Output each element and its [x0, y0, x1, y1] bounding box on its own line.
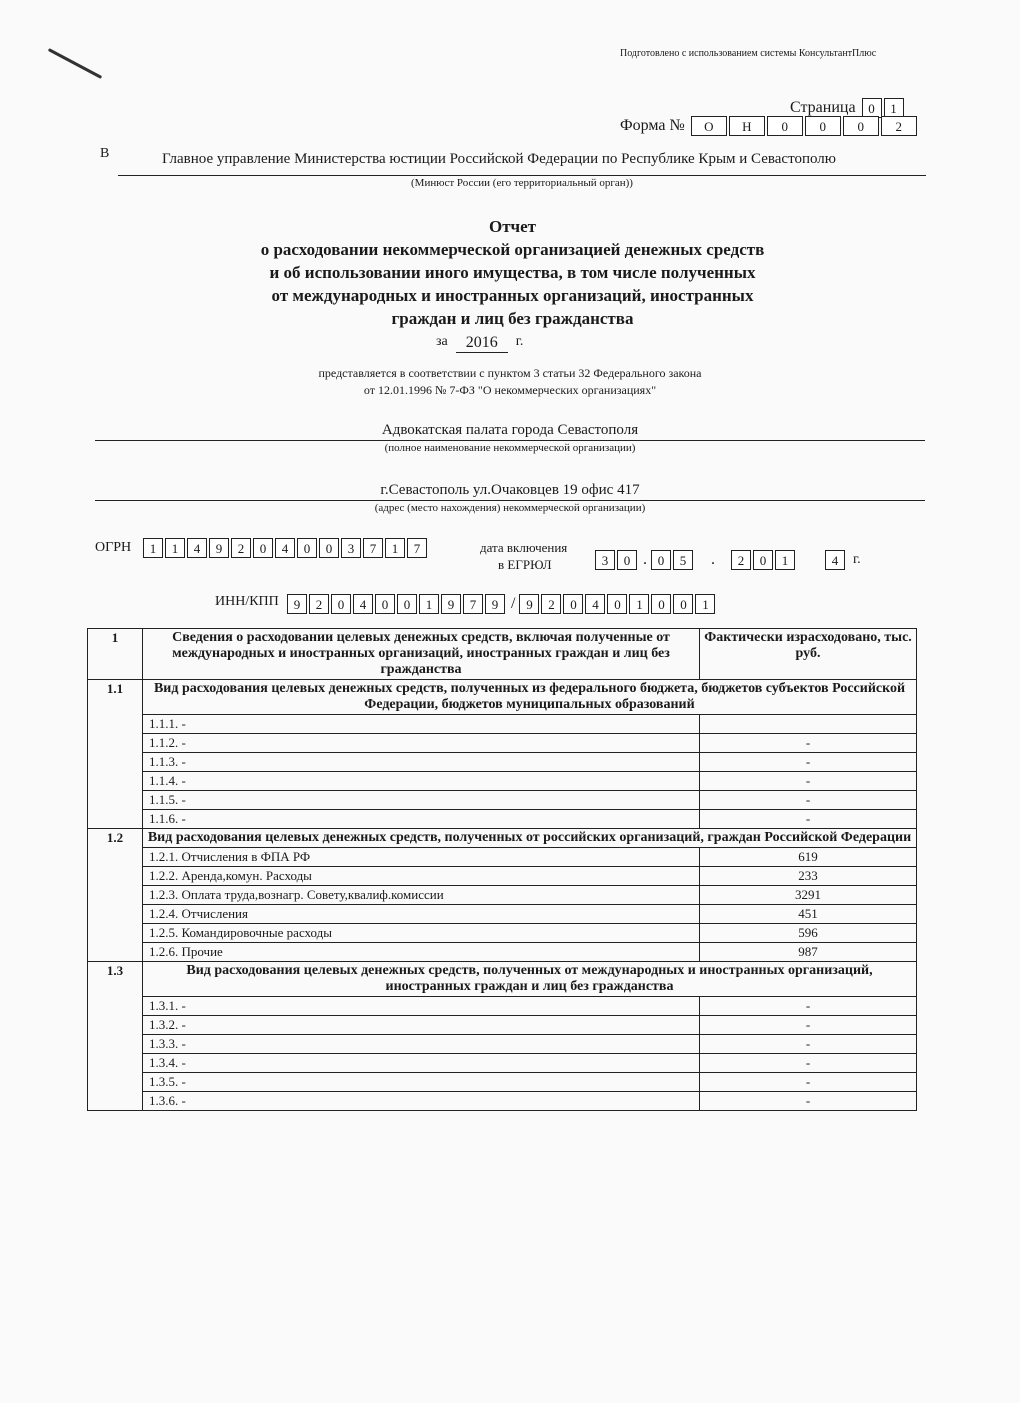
- row-description: 1.3.1. -: [143, 997, 700, 1016]
- section-row: [88, 680, 917, 715]
- date-label-2: в ЕГРЮЛ: [498, 557, 552, 572]
- inn-cell-3: 0: [331, 594, 351, 614]
- org-name: Адвокатская палата города Севастополя: [381, 422, 639, 438]
- basis-line-2: от 12.01.1996 № 7-ФЗ "О некоммерческих организациях": [363, 383, 657, 397]
- year-value: 2016: [456, 334, 508, 353]
- year-suffix: г.: [515, 334, 524, 349]
- form-cell-4: 0: [805, 116, 841, 136]
- row-value: [700, 715, 917, 734]
- row-description: 1.2.5. Командировочные расходы: [143, 924, 700, 943]
- addressee-caption: (Минюст России (его территориальный орган)): [411, 177, 633, 189]
- egrul-date: [595, 550, 861, 570]
- page-cell-2: 1: [884, 98, 904, 118]
- row-description: 1.3.4. -: [143, 1054, 700, 1073]
- table-row: [88, 715, 917, 734]
- kpp-cell-1: 9: [519, 594, 539, 614]
- title-line-4: от международных и иностранных организаций, иностранных: [271, 286, 754, 305]
- month-cells: [651, 550, 695, 570]
- row-value: 596: [700, 924, 917, 943]
- inn-cell-9: 7: [463, 594, 483, 614]
- section-title: Вид расходования целевых денежных средств, полученных из федерального бюджета, бюджетов субъектов Российской Федерации, бюджетов муниципальных образований: [143, 680, 917, 715]
- row-description: 1.3.3. -: [143, 1035, 700, 1054]
- ogrn-cell-1: 1: [143, 538, 163, 558]
- table-row: [88, 924, 917, 943]
- inn-cell-6: 0: [397, 594, 417, 614]
- report-year: [436, 334, 523, 353]
- kpp-cell-8: 0: [673, 594, 693, 614]
- row-value: 987: [700, 943, 917, 962]
- date-dot-2: .: [711, 551, 715, 568]
- table-row: [88, 772, 917, 791]
- table-row: [88, 1054, 917, 1073]
- section-title: Вид расходования целевых денежных средств, полученных от российских организаций, граждан Российской Федерации: [143, 829, 917, 848]
- title-line-1: Отчет: [488, 217, 537, 236]
- row-value: 233: [700, 867, 917, 886]
- ogrn-cell-13: 7: [407, 538, 427, 558]
- section-num: 1.2: [88, 829, 143, 962]
- year-prefix: за: [436, 334, 448, 349]
- inn-cell-5: 0: [375, 594, 395, 614]
- header-description: Сведения о расходовании целевых денежных средств, включая полученные от международных и иностранных организаций, иностранных граждан и лиц без гражданства: [143, 629, 700, 680]
- page-label: Страница: [790, 99, 856, 116]
- form-cells: [691, 116, 919, 136]
- row-value: -: [700, 1035, 917, 1054]
- row-description: 1.1.3. -: [143, 753, 700, 772]
- table-row: [88, 1092, 917, 1111]
- ogrn-cell-5: 2: [231, 538, 251, 558]
- inn-cells: [287, 594, 507, 614]
- table-header-row: [88, 629, 917, 680]
- date-dot-1: .: [643, 551, 647, 568]
- org-address: г.Севастополь ул.Очаковцев 19 офис 417: [380, 482, 640, 498]
- inn-cell-8: 9: [441, 594, 461, 614]
- table-row: [88, 886, 917, 905]
- kpp-cell-6: 1: [629, 594, 649, 614]
- table-row: [88, 943, 917, 962]
- section-title: Вид расходования целевых денежных средств, полученных от международных и иностранных организаций, иностранных граждан и лиц без гражданства: [143, 962, 917, 997]
- year-cells-a-3: 1: [775, 550, 795, 570]
- form-cell-3: 0: [767, 116, 803, 136]
- ogrn-cells: [143, 538, 429, 558]
- form-label: Форма №: [620, 117, 685, 134]
- row-value: -: [700, 1092, 917, 1111]
- section-num: 1.3: [88, 962, 143, 1111]
- row-description: 1.3.2. -: [143, 1016, 700, 1035]
- year-cells-a-1: 2: [731, 550, 751, 570]
- inn-kpp: [287, 594, 717, 614]
- kpp-cell-2: 2: [541, 594, 561, 614]
- date-label-1: дата включения: [480, 540, 568, 555]
- section-row: [88, 962, 917, 997]
- year-cells-a-2: 0: [753, 550, 773, 570]
- addressee-prefix: В: [100, 146, 110, 161]
- table-row: [88, 734, 917, 753]
- ogrn-label: ОГРН: [95, 540, 132, 555]
- page-number-row: [790, 98, 906, 118]
- year-cells-a: [731, 550, 797, 570]
- date-suffix: г.: [853, 552, 861, 567]
- year-cells-b: [825, 550, 847, 570]
- day-cell-2: 0: [617, 550, 637, 570]
- row-description: 1.2.3. Оплата труда,вознагр. Совету,квалиф.комиссии: [143, 886, 700, 905]
- kpp-cell-4: 4: [585, 594, 605, 614]
- ogrn-cell-12: 1: [385, 538, 405, 558]
- row-description: 1.1.4. -: [143, 772, 700, 791]
- page-cell-1: 0: [862, 98, 882, 118]
- row-description: 1.3.6. -: [143, 1092, 700, 1111]
- row-value: 3291: [700, 886, 917, 905]
- day-cells: [595, 550, 639, 570]
- kpp-cells: [519, 594, 717, 614]
- kpp-cell-3: 0: [563, 594, 583, 614]
- addressee-underline: [118, 175, 926, 176]
- inn-cell-1: 9: [287, 594, 307, 614]
- form-cell-5: 0: [843, 116, 879, 136]
- title-line-2: о расходовании некоммерческой организацией денежных средств: [260, 240, 765, 259]
- header-value: Фактически израсходовано, тыс. руб.: [700, 629, 917, 680]
- kpp-cell-9: 1: [695, 594, 715, 614]
- row-value: -: [700, 810, 917, 829]
- table-row: [88, 997, 917, 1016]
- title-line-5: граждан и лиц без гражданства: [391, 309, 634, 328]
- table-row: [88, 791, 917, 810]
- table-row: [88, 848, 917, 867]
- header-num: 1: [88, 629, 143, 680]
- month-cell-1: 0: [651, 550, 671, 570]
- title-line-3: и об использовании иного имущества, в том числе полученных: [269, 263, 756, 282]
- row-value: 451: [700, 905, 917, 924]
- ogrn-cell-11: 7: [363, 538, 383, 558]
- basis-line-1: представляется в соответствии с пунктом 3 статьи 32 Федерального закона: [318, 366, 702, 380]
- form-cell-6: 2: [881, 116, 917, 136]
- section-num: 1.1: [88, 680, 143, 829]
- row-description: 1.1.6. -: [143, 810, 700, 829]
- ogrn-cell-7: 4: [275, 538, 295, 558]
- ogrn-cell-2: 1: [165, 538, 185, 558]
- table-row: [88, 1016, 917, 1035]
- table-row: [88, 810, 917, 829]
- ogrn-cell-6: 0: [253, 538, 273, 558]
- inn-cell-7: 1: [419, 594, 439, 614]
- row-description: 1.2.2. Аренда,комун. Расходы: [143, 867, 700, 886]
- kpp-cell-5: 0: [607, 594, 627, 614]
- row-value: -: [700, 791, 917, 810]
- row-description: 1.2.4. Отчисления: [143, 905, 700, 924]
- row-description: 1.3.5. -: [143, 1073, 700, 1092]
- row-description: 1.2.1. Отчисления в ФПА РФ: [143, 848, 700, 867]
- row-description: 1.2.6. Прочие: [143, 943, 700, 962]
- scan-artifact: [48, 48, 102, 79]
- inn-cell-10: 9: [485, 594, 505, 614]
- row-value: -: [700, 1054, 917, 1073]
- row-value: 619: [700, 848, 917, 867]
- table-row: [88, 753, 917, 772]
- ogrn-cell-8: 0: [297, 538, 317, 558]
- expenditure-table: [87, 628, 917, 1111]
- row-value: -: [700, 753, 917, 772]
- form-number-row: [620, 116, 919, 136]
- inn-cell-4: 4: [353, 594, 373, 614]
- table-row: [88, 905, 917, 924]
- row-description: 1.1.5. -: [143, 791, 700, 810]
- inn-label: ИНН/КПП: [215, 594, 279, 609]
- form-cell-2: Н: [729, 116, 765, 136]
- row-value: -: [700, 997, 917, 1016]
- org-name-underline: [95, 440, 925, 441]
- day-cell-1: 3: [595, 550, 615, 570]
- addressee-name: Главное управление Министерства юстиции Российской Федерации по Республике Крым и Севастополю: [162, 151, 836, 167]
- inn-slash: /: [511, 595, 516, 612]
- org-name-caption: (полное наименование некоммерческой организации): [384, 442, 636, 454]
- org-address-underline: [95, 500, 925, 501]
- row-description: 1.1.1. -: [143, 715, 700, 734]
- row-description: 1.1.2. -: [143, 734, 700, 753]
- ogrn-cell-10: 3: [341, 538, 361, 558]
- kpp-cell-7: 0: [651, 594, 671, 614]
- page-cells: [862, 98, 906, 118]
- row-value: -: [700, 1016, 917, 1035]
- section-row: [88, 829, 917, 848]
- table-row: [88, 867, 917, 886]
- org-address-caption: (адрес (место нахождения) некоммерческой организации): [374, 502, 646, 514]
- inn-cell-2: 2: [309, 594, 329, 614]
- table-row: [88, 1035, 917, 1054]
- form-cell-1: О: [691, 116, 727, 136]
- table-row: [88, 1073, 917, 1092]
- ogrn-cell-3: 4: [187, 538, 207, 558]
- report-title: [180, 215, 845, 330]
- year-cells-b-1: 4: [825, 550, 845, 570]
- row-value: -: [700, 734, 917, 753]
- row-value: -: [700, 772, 917, 791]
- prepared-note: Подготовлено с использованием системы КонсультантПлюс: [620, 48, 877, 59]
- month-cell-2: 5: [673, 550, 693, 570]
- row-value: -: [700, 1073, 917, 1092]
- ogrn-cell-4: 9: [209, 538, 229, 558]
- ogrn-cell-9: 0: [319, 538, 339, 558]
